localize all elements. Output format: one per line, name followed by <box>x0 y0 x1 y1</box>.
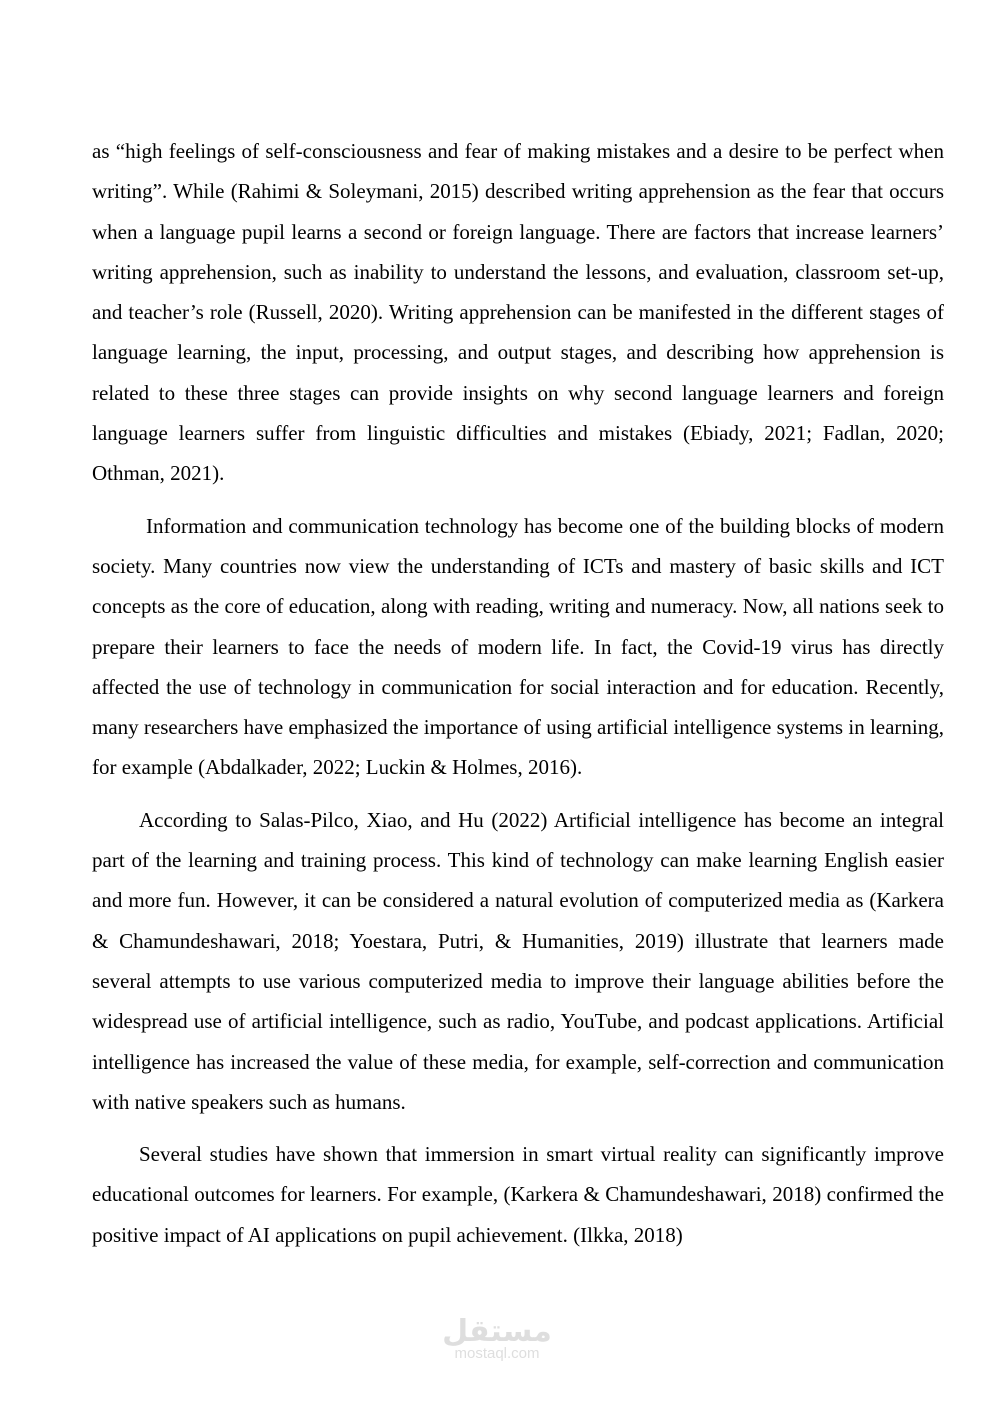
watermark-arabic-text: مستقل <box>442 1314 552 1349</box>
watermark-latin-text: mostaql.com <box>454 1345 540 1362</box>
paragraph-writing-apprehension: as “high feelings of self-consciousness and fear of making mistakes and a desire to be perfect when writing”. While (Rahimi & Soleymani, 2015) described writing apprehension as the fear that occurs when a language pupil learns a second or foreign language. There are factors that increase learners’ writing apprehension, such as inability to understand the lessons, and evaluation, classroom set-up, and teacher’s role (Russell, 2020). Writing apprehension can be manifested in the different stages of language learning, the input, processing, and output stages, and describing how apprehension is related to these three stages can provide insights on why second language learners and foreign language learners suffer from linguistic difficulties and mistakes (Ebiady, 2021; Fadlan, 2020; Othman, 2021). <box>92 139 944 486</box>
paragraph-virtual-reality: Several studies have shown that immersion in smart virtual reality can significantly improve educational outcomes for learners. For example, (Karkera & Chamundeshawari, 2018) confirmed the positive impact of AI applications on pupil achievement. (Ilkka, 2018) <box>92 1142 944 1247</box>
paragraph-ai-learning: According to Salas-Pilco, Xiao, and Hu (2022) Artificial intelligence has become an integral part of the learning and training process. This kind of technology can make learning English easier and more fun. However, it can be considered a natural evolution of computerized media as (Karkera & Chamundeshawari, 2018; Yoestara, Putri, & Humanities, 2019) illustrate that learners made several attempts to use various computerized media to improve their language abilities before the widespread use of artificial intelligence, such as radio, YouTube, and podcast applications. Artificial intelligence has increased the value of these media, for example, self-correction and communication with native speakers such as humans. <box>92 807 944 1114</box>
watermark-logo <box>432 1314 562 1378</box>
document-page <box>92 131 944 1267</box>
paragraph-ict: Information and communication technology has become one of the building blocks of modern society. Many countries now view the understanding of ICTs and mastery of basic skills and ICT concepts as the core of education, along with reading, writing and numeracy. Now, all nations seek to prepare their learners to face the needs of modern life. In fact, the Covid-19 virus has directly affected the use of technology in communication for social interaction and for education. Recently, many researchers have emphasized the importance of using artificial intelligence systems in learning, for example (Abdalkader, 2022; Luckin & Holmes, 2016). <box>92 513 944 780</box>
